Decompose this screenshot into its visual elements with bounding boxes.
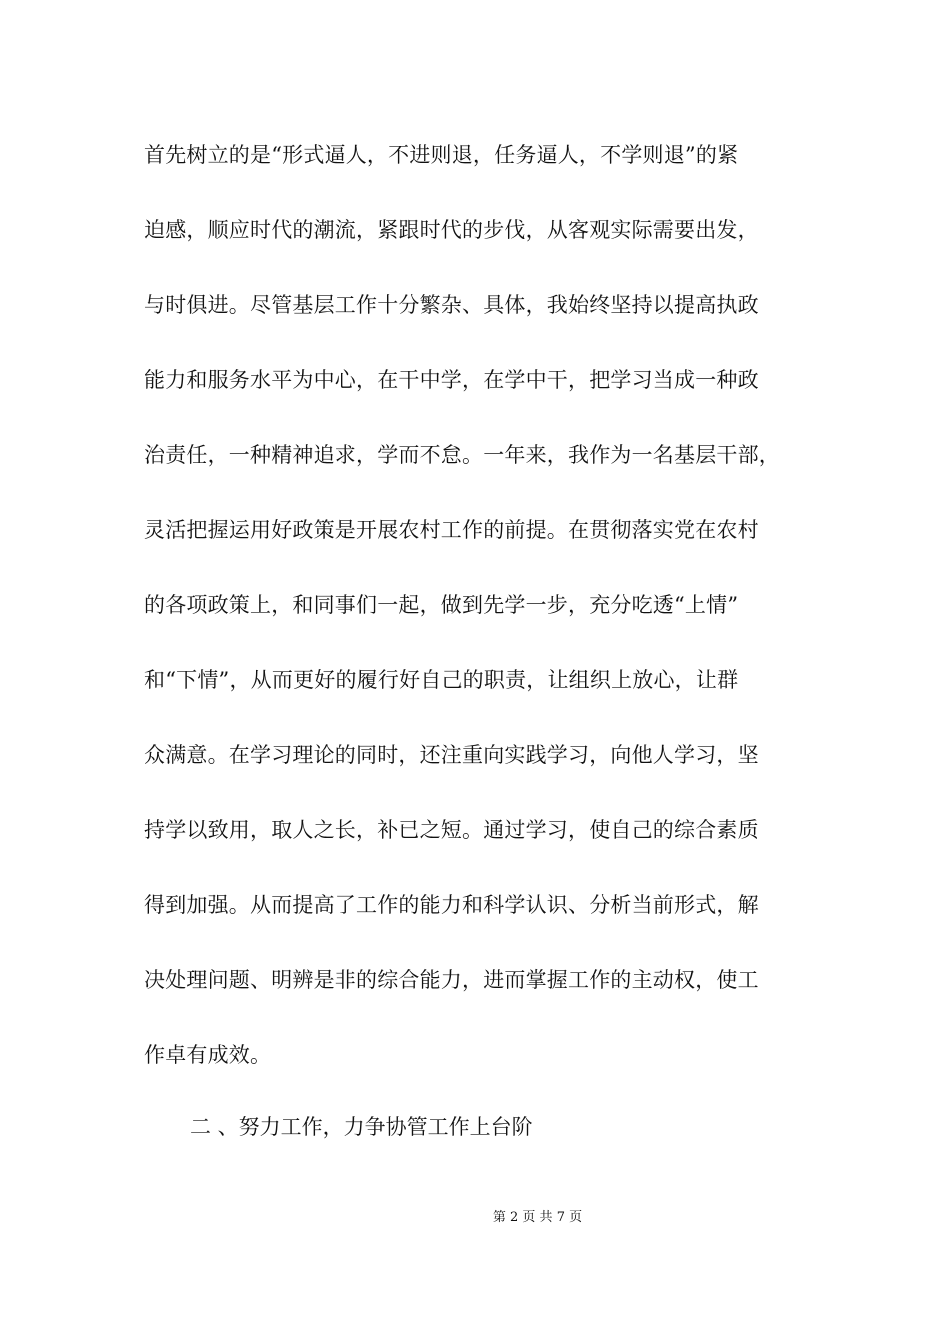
paragraph-line: 持学以致用，取人之长，补已之短。通过学习，使自己的综合素质 [144,818,759,842]
paragraph-line: 众满意。在学习理论的同时，还注重向实践学习，向他人学习，坚 [144,743,759,767]
paragraph-line: 得到加强。从而提高了工作的能力和科学认识、分析当前形式，解 [144,893,759,917]
page-number-footer: 第 2 页 共 7 页 [492,1210,583,1225]
paragraph-line: 治责任，一种精神追求，学而不怠。一年来，我作为一名基层干部， [144,443,780,467]
paragraph-line: 灵活把握运用好政策是开展农村工作的前提。在贯彻落实党在农村 [144,518,759,542]
paragraph-line: 的各项政策上，和同事们一起，做到先学一步，充分吃透“上情” [144,593,739,617]
paragraph-line: 和“下情”，从而更好的履行好自己的职责，让组织上放心，让群 [144,668,739,692]
paragraph-line: 能力和服务水平为中心，在干中学，在学中干，把学习当成一种政 [144,368,759,392]
paragraph-line: 与时俱进。尽管基层工作十分繁杂、具体，我始终坚持以提高执政 [144,293,759,317]
paragraph-line: 首先树立的是“形式逼人，不进则退，任务逼人，不学则退”的紧 [144,143,739,167]
section-heading: 二 、努力工作，力争协管工作上台阶 [190,1115,533,1139]
paragraph-line: 迫感，顺应时代的潮流，紧跟时代的步伐，从客观实际需要出发， [144,218,759,242]
paragraph-line: 作卓有成效。 [144,1043,272,1067]
body-paragraph [144,131,844,1106]
paragraph-line: 决处理问题、明辨是非的综合能力，进而掌握工作的主动权，使工 [144,968,759,992]
